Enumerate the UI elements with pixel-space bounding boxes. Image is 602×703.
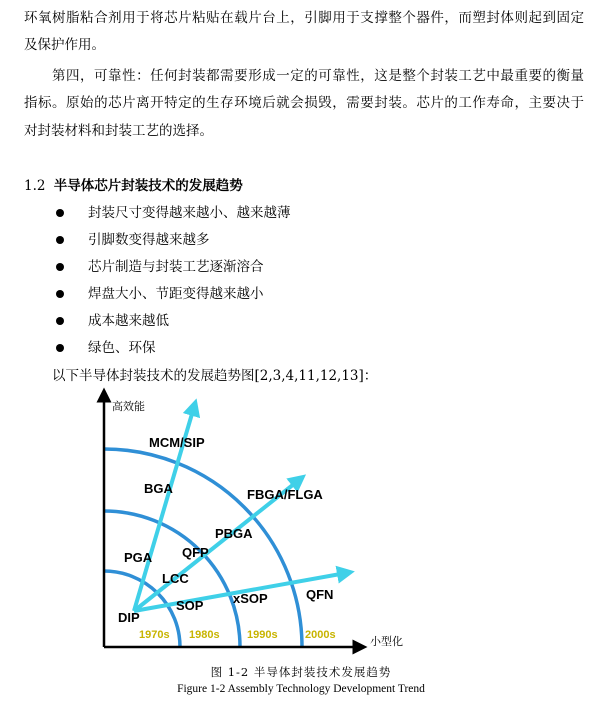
paragraph-2-line-1: 第四，可靠性：任何封装都需要形成一定的可靠性，这是整个封装工艺中最重要的衡量 bbox=[52, 68, 584, 84]
bullet-icon bbox=[56, 263, 64, 271]
bullet-icon bbox=[56, 236, 64, 244]
package-label-qfp: QFP bbox=[182, 545, 209, 560]
era-label-2000s: 2000s bbox=[305, 629, 336, 641]
bullet-item: 封装尺寸变得越来越小、越来越薄 bbox=[88, 205, 291, 221]
section-heading bbox=[24, 177, 243, 195]
package-label-pga: PGA bbox=[124, 550, 153, 565]
bullet-icon bbox=[56, 290, 64, 298]
y-axis-label: 高效能 bbox=[112, 400, 145, 413]
bullet-item: 引脚数变得越来越多 bbox=[88, 232, 210, 248]
figure-intro: 以下半导体封装技术的发展趋势图[2,3,4,11,12,13]： bbox=[52, 368, 378, 384]
package-label-bga: BGA bbox=[144, 481, 173, 496]
bullet-item: 绿色、环保 bbox=[88, 340, 156, 356]
package-label-mcm: MCM/SIP bbox=[149, 435, 205, 450]
era-label-1990s: 1990s bbox=[247, 629, 278, 641]
bullet-item: 焊盘大小、节距变得越来越小 bbox=[88, 286, 264, 302]
bullet-icon bbox=[56, 344, 64, 352]
bullet-icon bbox=[56, 317, 64, 325]
x-axis-label: 小型化 bbox=[370, 635, 403, 648]
paragraph-1-line-2: 及保护作用。 bbox=[24, 37, 105, 53]
section-number: 1.2 bbox=[24, 178, 46, 194]
section-title: 半导体芯片封装技术的发展趋势 bbox=[53, 178, 243, 194]
era-label-1970s: 1970s bbox=[139, 629, 170, 641]
bullet-icon bbox=[56, 209, 64, 217]
package-label-sop: SOP bbox=[176, 598, 204, 613]
paragraph-2-line-3: 对封装材料和封装工艺的选择。 bbox=[24, 123, 213, 139]
figure-caption-english: Figure 1-2 Assembly Technology Development Trend bbox=[177, 683, 425, 695]
paragraph-1-line-1: 环氧树脂粘合剂用于将芯片粘贴在载片台上，引脚用于支撑整个器件，而塑封体则起到固定 bbox=[24, 10, 584, 26]
paragraph-2-line-2: 指标。原始的芯片离开特定的生存环境后就会损毁，需要封装。芯片的工作寿命，主要决于 bbox=[24, 95, 584, 111]
trend-diagram bbox=[90, 385, 420, 665]
era-label-1980s: 1980s bbox=[189, 629, 220, 641]
package-label-pbga: PBGA bbox=[215, 526, 253, 541]
package-label-fbga: FBGA/FLGA bbox=[247, 487, 323, 502]
bullet-item: 芯片制造与封装工艺逐渐溶合 bbox=[88, 259, 264, 275]
package-label-qfn: QFN bbox=[306, 587, 334, 602]
figure-caption-chinese: 图 1-2 半导体封装技术发展趋势 bbox=[210, 665, 392, 679]
package-label-dip: DIP bbox=[118, 610, 140, 625]
package-label-xsop: xSOP bbox=[233, 591, 268, 606]
package-label-lcc: LCC bbox=[162, 571, 189, 586]
bullet-item: 成本越来越低 bbox=[88, 313, 169, 329]
